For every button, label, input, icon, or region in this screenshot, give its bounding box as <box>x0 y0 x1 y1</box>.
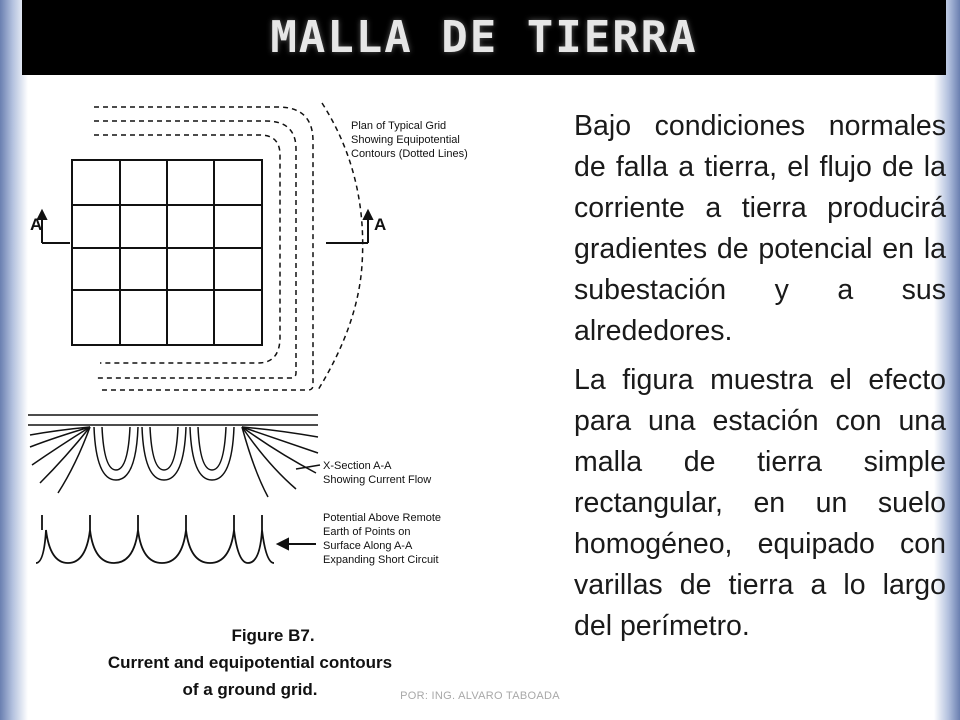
section-marker-left: A <box>30 215 43 234</box>
current-flow-section <box>28 415 320 497</box>
body-paragraph-1: Bajo condiciones normales de falla a tierra, el flujo de la corriente a tierra producirá gradientes de potencial en la subestación y a sus alrededores. <box>574 110 946 347</box>
typical-grid <box>72 160 262 345</box>
xsection-caption-line-1: X-Section A-A <box>323 460 392 472</box>
xsection-caption-line-2: Showing Current Flow <box>323 474 432 486</box>
section-marker-right: A <box>374 215 387 234</box>
title-bar <box>22 0 946 75</box>
body-text <box>574 106 946 655</box>
figure-title-line-1: Current and equipotential contours <box>107 653 393 672</box>
figure-title-line-2: of a ground grid. <box>182 680 318 699</box>
figure-caption <box>108 626 392 699</box>
potential-arrow <box>278 539 316 549</box>
plan-caption-line-3: Contours (Dotted Lines) <box>351 148 468 160</box>
potential-caption-line-2: Earth of Points on <box>323 526 411 538</box>
plan-caption-line-2: Showing Equipotential <box>351 134 460 146</box>
plan-caption <box>351 120 468 160</box>
ground-grid-figure <box>28 85 528 715</box>
potential-caption-line-1: Potential Above Remote <box>323 512 442 524</box>
potential-caption <box>323 512 441 566</box>
left-gradient-border <box>0 0 28 720</box>
section-markers <box>38 211 372 243</box>
figure-number: Figure B7. <box>231 626 315 645</box>
potential-caption-line-4: Expanding Short Circuit <box>323 554 439 566</box>
potential-caption-line-3: Surface Along A-A <box>323 540 413 552</box>
equipotential-contours <box>94 103 363 390</box>
surface-potential-curve <box>36 515 274 563</box>
slide-title: MALLA DE TIERRA <box>270 12 698 63</box>
body-paragraph-2: La figura muestra el efecto para una estación con una malla de tierra simple rectangular, en un suelo homogéneo, equipado con varillas de tierra a lo largo del perímetro. <box>574 364 946 642</box>
footer-author: POR: ING. ALVARO TABOADA <box>400 690 560 702</box>
plan-caption-line-1: Plan of Typical Grid <box>351 120 447 132</box>
ground-grid-diagram <box>28 85 528 715</box>
xsection-caption <box>323 460 431 486</box>
